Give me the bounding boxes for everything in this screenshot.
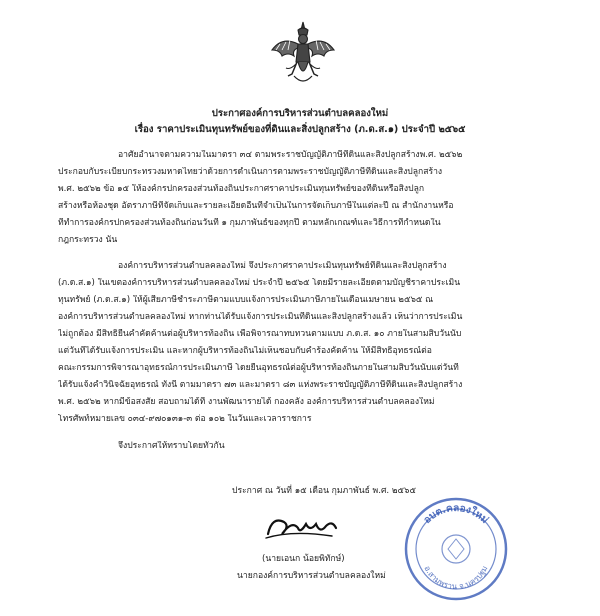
announcement-subject: เรื่อง ราคาประเมินทุนทรัพย์ของที่ดินและสิ่งปลูกสร้าง (ภ.ด.ส.๑) ประจำปี ๒๕๖๕	[134, 124, 466, 135]
text-line: (ภ.ด.ส.๑) ในเขตองค์การบริหารส่วนตำบลคลองใหม่ ประจำปี ๒๕๖๕ โดยมีรายละเอียดตามบัญชีราคาประเมิน	[58, 278, 461, 288]
garuda-emblem-icon	[268, 20, 338, 90]
text-line: ได้รับแจ้งคำวินิจฉัยอุทธรณ์ ทั้งนี้ ตามมาตรา ๗๓ และมาตรา ๘๓ แห่งพระราชบัญญัติภาษีที่ดินและสิ่งปลูกสร้าง	[58, 380, 463, 390]
text-line: ประกอบกับระเบียบกระทรวงมหาดไทยว่าด้วยการดำเนินการตามพระราชบัญญัติภาษีที่ดินและสิ่งปลูกสร้าง	[58, 167, 443, 177]
text-line: สร้างหรือห้องชุด อัตราภาษีที่จัดเก็บและรายละเอียดอื่นที่จำเป็นในการจัดเก็บภาษีในแต่ละปี ณ สำนักงานหรือ	[58, 201, 454, 211]
closing-statement: จึงประกาศให้ทราบโดยทั่วกัน	[118, 441, 225, 451]
handwritten-signature-icon	[262, 510, 342, 544]
text-line: โทรศัพท์หมายเลข ๐๓๔-๙๗๐๑๓๑-๓ ต่อ ๑๐๒ ในวันและเวลาราชการ	[58, 414, 312, 424]
text-line: พ.ศ. ๒๕๖๒ ข้อ ๑๕ ให้องค์กรปกครองส่วนท้องถิ่นประกาศราคาประเมินทุนทรัพย์ของที่ดินหรือสิ่งปลูก	[58, 184, 425, 194]
text-line: แต่วันที่ได้รับแจ้งการประเมิน และหากผู้บริหารท้องถิ่นไม่เห็นชอบกับคำร้องคัดค้าน ให้มีสิทธิอุทธรณ์ต่อ	[58, 346, 432, 356]
text-line: คณะกรรมการพิจารณาอุทธรณ์การประเมินภาษี โดยยื่นอุทธรณ์ต่อผู้บริหารท้องถิ่นภายในสามสิบวันนับแต่วันที่	[58, 363, 459, 373]
signer-name: (นายเอนก น้อยพิทักษ์)	[262, 554, 345, 564]
signer-title: นายกองค์การบริหารส่วนตำบลคลองใหม่	[237, 571, 386, 581]
text-line: กฎกระทรวง นั้น	[58, 235, 118, 245]
seal-bottom-text: อ.สามพราน จ.นครปฐม	[422, 564, 490, 592]
text-line: อาศัยอำนาจตามความในมาตรา ๓๔ ตามพระราชบัญญัติภาษีที่ดินและสิ่งปลูกสร้างพ.ศ. ๒๕๖๒	[118, 150, 463, 160]
announcement-title: ประกาศองค์การบริหารส่วนตำบลคลองใหม่	[211, 108, 389, 119]
date-line: ประกาศ ณ วันที่ ๑๕ เดือน กุมภาพันธ์ พ.ศ. ๒๕๖๕	[232, 486, 416, 496]
official-seal-icon	[402, 495, 510, 603]
svg-text:อ.สามพราน จ.นครปฐม	[422, 564, 489, 591]
text-line: ทุนทรัพย์ (ภ.ด.ส.๑) ให้ผู้เสียภาษีชำระภาษีตามแบบแจ้งการประเมินภาษีภายในเดือนเมษายน ๒๕๖๕ ณ	[58, 295, 434, 305]
text-line: ที่ทำการองค์กรปกครองส่วนท้องถิ่นก่อนวันที่ ๑ กุมภาพันธ์ของทุกปี ตามหลักเกณฑ์และวิธีการที่กำหนดใน	[58, 218, 441, 228]
text-line: ไม่ถูกต้อง มีสิทธิยื่นคำคัดค้านต่อผู้บริหารท้องถิ่น เพื่อพิจารณาทบทวนตามแบบ ภ.ด.ส. ๑๐ ภายในสามสิบวันนับ	[58, 329, 462, 339]
text-line: พ.ศ. ๒๕๖๒ หากมีข้อสงสัย สอบถามได้ที่ งานพัฒนารายได้ กองคลัง องค์การบริหารส่วนตำบลคลองใหม่	[58, 397, 435, 407]
text-line: องค์การบริหารส่วนตำบลคลองใหม่ จึงประกาศราคาประเมินทุนทรัพย์ที่ดินและสิ่งปลูกสร้าง	[118, 261, 447, 271]
text-line: องค์การบริหารส่วนตำบลคลองใหม่ หากท่านได้รับแจ้งการประเมินที่ดินและสิ่งปลูกสร้างแล้ว เห็นว่าการประเมิน	[58, 312, 463, 322]
seal-top-text: อบต.คลองใหม่	[421, 502, 491, 526]
